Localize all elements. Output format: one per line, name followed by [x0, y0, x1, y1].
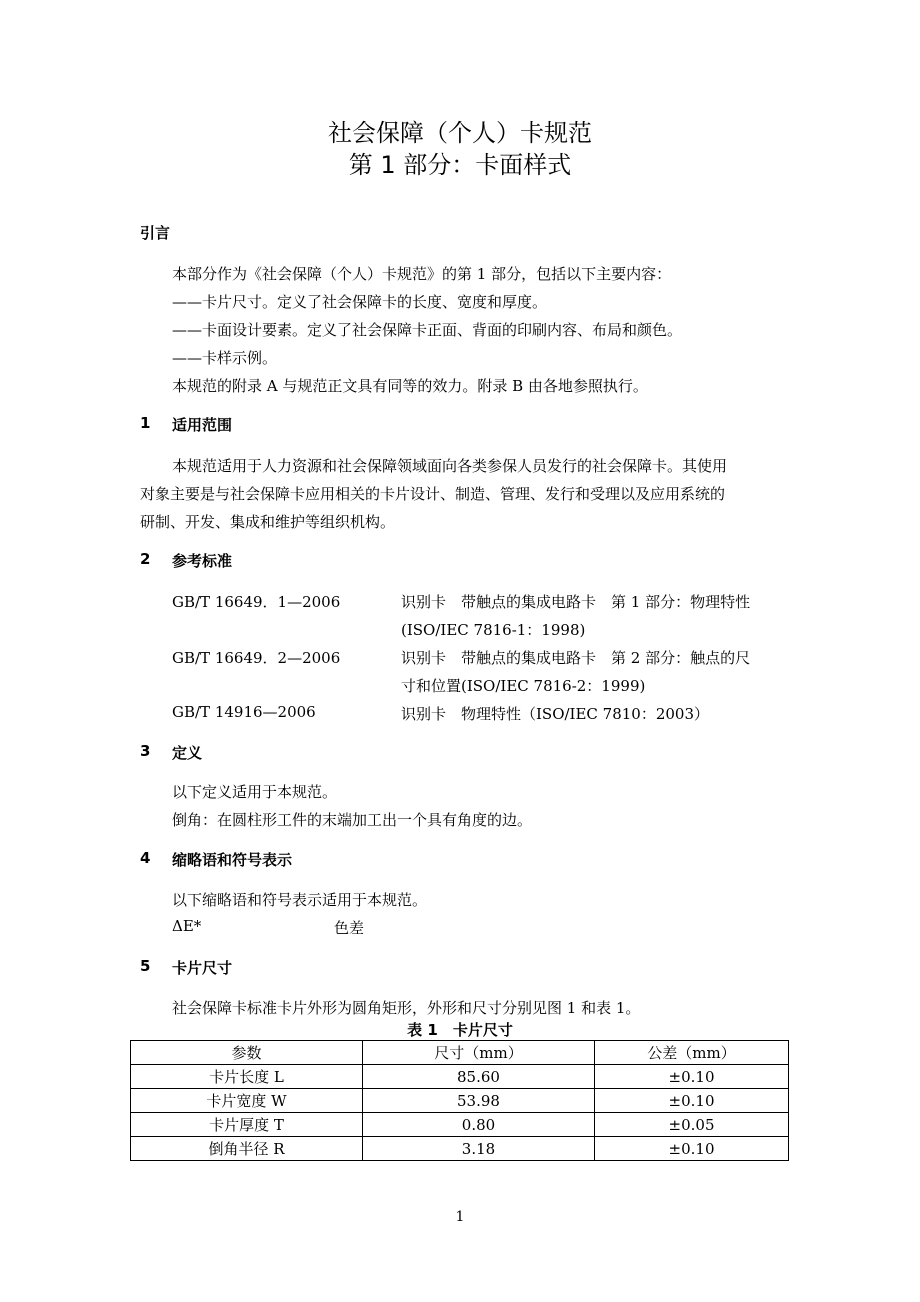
table-row: [131, 1137, 789, 1161]
document-title: 社会保障（个人）卡规范: [328, 119, 592, 147]
section-heading: 缩略语和符号表示: [172, 851, 293, 869]
body-line: 以下缩略语和符号表示适用于本规范。: [172, 891, 428, 909]
intro-line: ——卡面设计要素。定义了社会保障卡正面、背面的印刷内容、布局和颜色。: [172, 321, 683, 339]
table-row: [131, 1113, 789, 1137]
ref-title: 识别卡 带触点的集成电路卡 第 1 部分：物理特性: [401, 593, 751, 611]
intro-line: 本部分作为《社会保障（个人）卡规范》的第 1 部分，包括以下主要内容：: [172, 265, 672, 283]
section-heading: 卡片尺寸: [172, 959, 233, 977]
ref-code: GB/T 14916—2006: [172, 703, 316, 721]
intro-heading: 引言: [140, 224, 171, 242]
table-cell: 85.60: [363, 1065, 595, 1089]
body-line: 对象主要是与社会保障卡应用相关的卡片设计、制造、管理、发行和受理以及应用系统的: [140, 485, 726, 503]
table-header-cell: 公差（mm）: [595, 1041, 789, 1065]
page-number: 1: [455, 1209, 465, 1225]
section-number: 4: [140, 849, 151, 867]
section-heading: 参考标准: [172, 552, 233, 570]
section-number: 3: [140, 742, 151, 760]
table-cell: 3.18: [363, 1137, 595, 1161]
table-cell: 卡片长度 L: [131, 1065, 363, 1089]
abbr-symbol: ΔE*: [172, 917, 202, 935]
body-line: 本规范适用于人力资源和社会保障领域面向各类参保人员发行的社会保障卡。其使用: [172, 457, 728, 475]
table-cell: ±0.10: [595, 1137, 789, 1161]
table-cell: ±0.05: [595, 1113, 789, 1137]
intro-line: ——卡片尺寸。定义了社会保障卡的长度、宽度和厚度。: [172, 293, 548, 311]
table-cell: 53.98: [363, 1089, 595, 1113]
document-subtitle: 第 1 部分：卡面样式: [348, 151, 572, 179]
section-number: 2: [140, 550, 151, 568]
table-cell: 卡片厚度 T: [131, 1113, 363, 1137]
table-cell: ±0.10: [595, 1089, 789, 1113]
section-number: 5: [140, 957, 151, 975]
section-heading: 适用范围: [172, 416, 233, 434]
table-header-cell: 参数: [131, 1041, 363, 1065]
table-header-cell: 尺寸（mm）: [363, 1041, 595, 1065]
table-header-row: [131, 1041, 789, 1065]
ref-title: (ISO/IEC 7816-1：1998): [401, 621, 586, 639]
body-line: 研制、开发、集成和维护等组织机构。: [140, 513, 396, 531]
table-cell: 卡片宽度 W: [131, 1089, 363, 1113]
table-caption: 表 1 卡片尺寸: [407, 1021, 513, 1039]
card-dimensions-table: [130, 1040, 789, 1161]
table-cell: 倒角半径 R: [131, 1137, 363, 1161]
table-cell: 0.80: [363, 1113, 595, 1137]
table-row: [131, 1089, 789, 1113]
ref-title: 识别卡 带触点的集成电路卡 第 2 部分：触点的尺: [401, 649, 751, 667]
body-line: 以下定义适用于本规范。: [172, 783, 338, 801]
section-heading: 定义: [172, 744, 203, 762]
table-cell: ±0.10: [595, 1065, 789, 1089]
ref-title: 寸和位置(ISO/IEC 7816-2：1999): [401, 677, 646, 695]
body-line: 倒角：在圆柱形工件的末端加工出一个具有角度的边。: [172, 811, 533, 829]
ref-code: GB/T 16649．1—2006: [172, 593, 341, 611]
table-row: [131, 1065, 789, 1089]
intro-line: 本规范的附录 A 与规范正文具有同等的效力。附录 B 由各地参照执行。: [172, 377, 648, 395]
intro-line: ——卡样示例。: [172, 349, 278, 367]
abbr-meaning: 色差: [334, 919, 365, 937]
ref-title: 识别卡 物理特性（ISO/IEC 7810：2003）: [401, 705, 710, 723]
section-number: 1: [140, 414, 151, 432]
body-line: 社会保障卡标准卡片外形为圆角矩形，外形和尺寸分别见图 1 和表 1。: [172, 999, 641, 1017]
ref-code: GB/T 16649．2—2006: [172, 649, 341, 667]
